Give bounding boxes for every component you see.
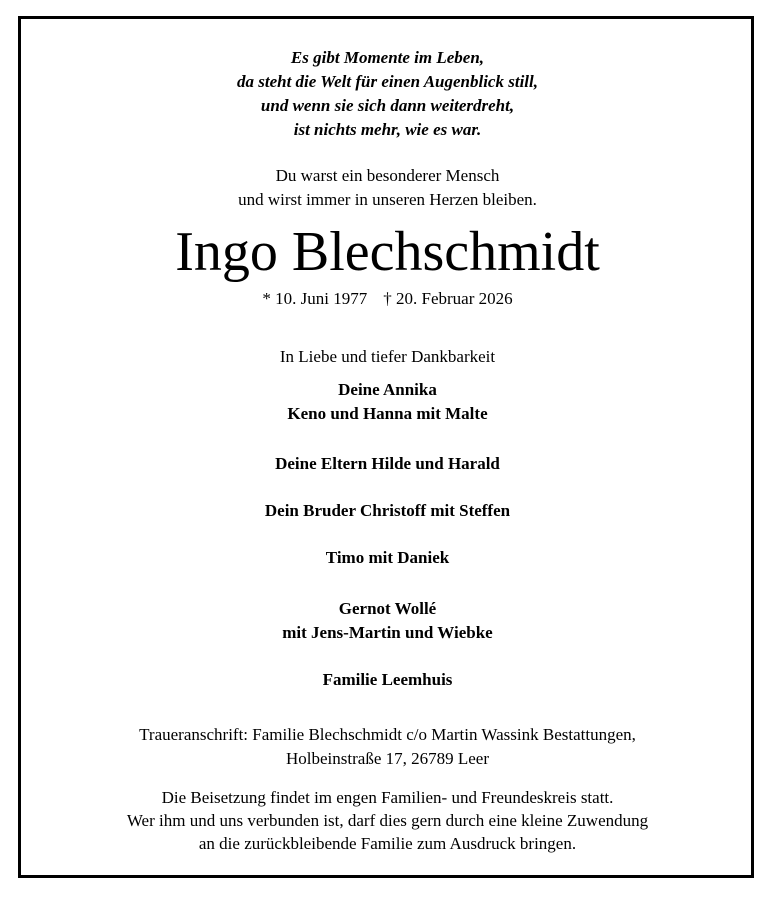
birth-date: * 10. Juni 1977	[262, 289, 368, 308]
poem-line: und wenn sie sich dann weiterdreht,	[260, 96, 515, 115]
poem-line: da steht die Welt für einen Augenblick still,	[237, 72, 538, 91]
death-date: † 20. Februar 2026	[383, 289, 513, 308]
family-line: mit Jens-Martin und Wiebke	[282, 623, 493, 642]
address-line: Holbeinstraße 17, 26789 Leer	[286, 749, 489, 768]
family-line: Timo mit Daniek	[325, 548, 450, 567]
address-line: Traueranschrift: Familie Blechschmidt c/o Martin Wassink Bestattungen,	[139, 725, 636, 744]
dedication: In Liebe und tiefer Dankbarkeit	[279, 347, 496, 366]
closing-line: Wer ihm und uns verbunden ist, darf dies gern durch eine kleine Zuwendung	[126, 811, 649, 830]
family-line: Familie Leemhuis	[322, 670, 453, 689]
intro-line: Du warst ein besonderer Mensch	[275, 166, 500, 185]
closing-line: Die Beisetzung findet im engen Familien- und Freundeskreis statt.	[161, 788, 614, 807]
deceased-name: Ingo Blechschmidt	[175, 221, 600, 283]
family-line: Gernot Wollé	[338, 599, 437, 618]
family-line: Deine Annika	[338, 380, 437, 399]
poem-line: Es gibt Momente im Leben,	[290, 48, 485, 67]
family-line: Keno und Hanna mit Malte	[287, 404, 488, 423]
family-line: Deine Eltern Hilde und Harald	[275, 454, 500, 473]
poem-line: ist nichts mehr, wie es war.	[293, 120, 482, 139]
life-dates	[0, 287, 775, 310]
intro-line: und wirst immer in unseren Herzen bleiben.	[238, 190, 537, 209]
family-line: Dein Bruder Christoff mit Steffen	[264, 501, 511, 520]
closing-line: an die zurückbleibende Familie zum Ausdruck bringen.	[198, 834, 577, 853]
